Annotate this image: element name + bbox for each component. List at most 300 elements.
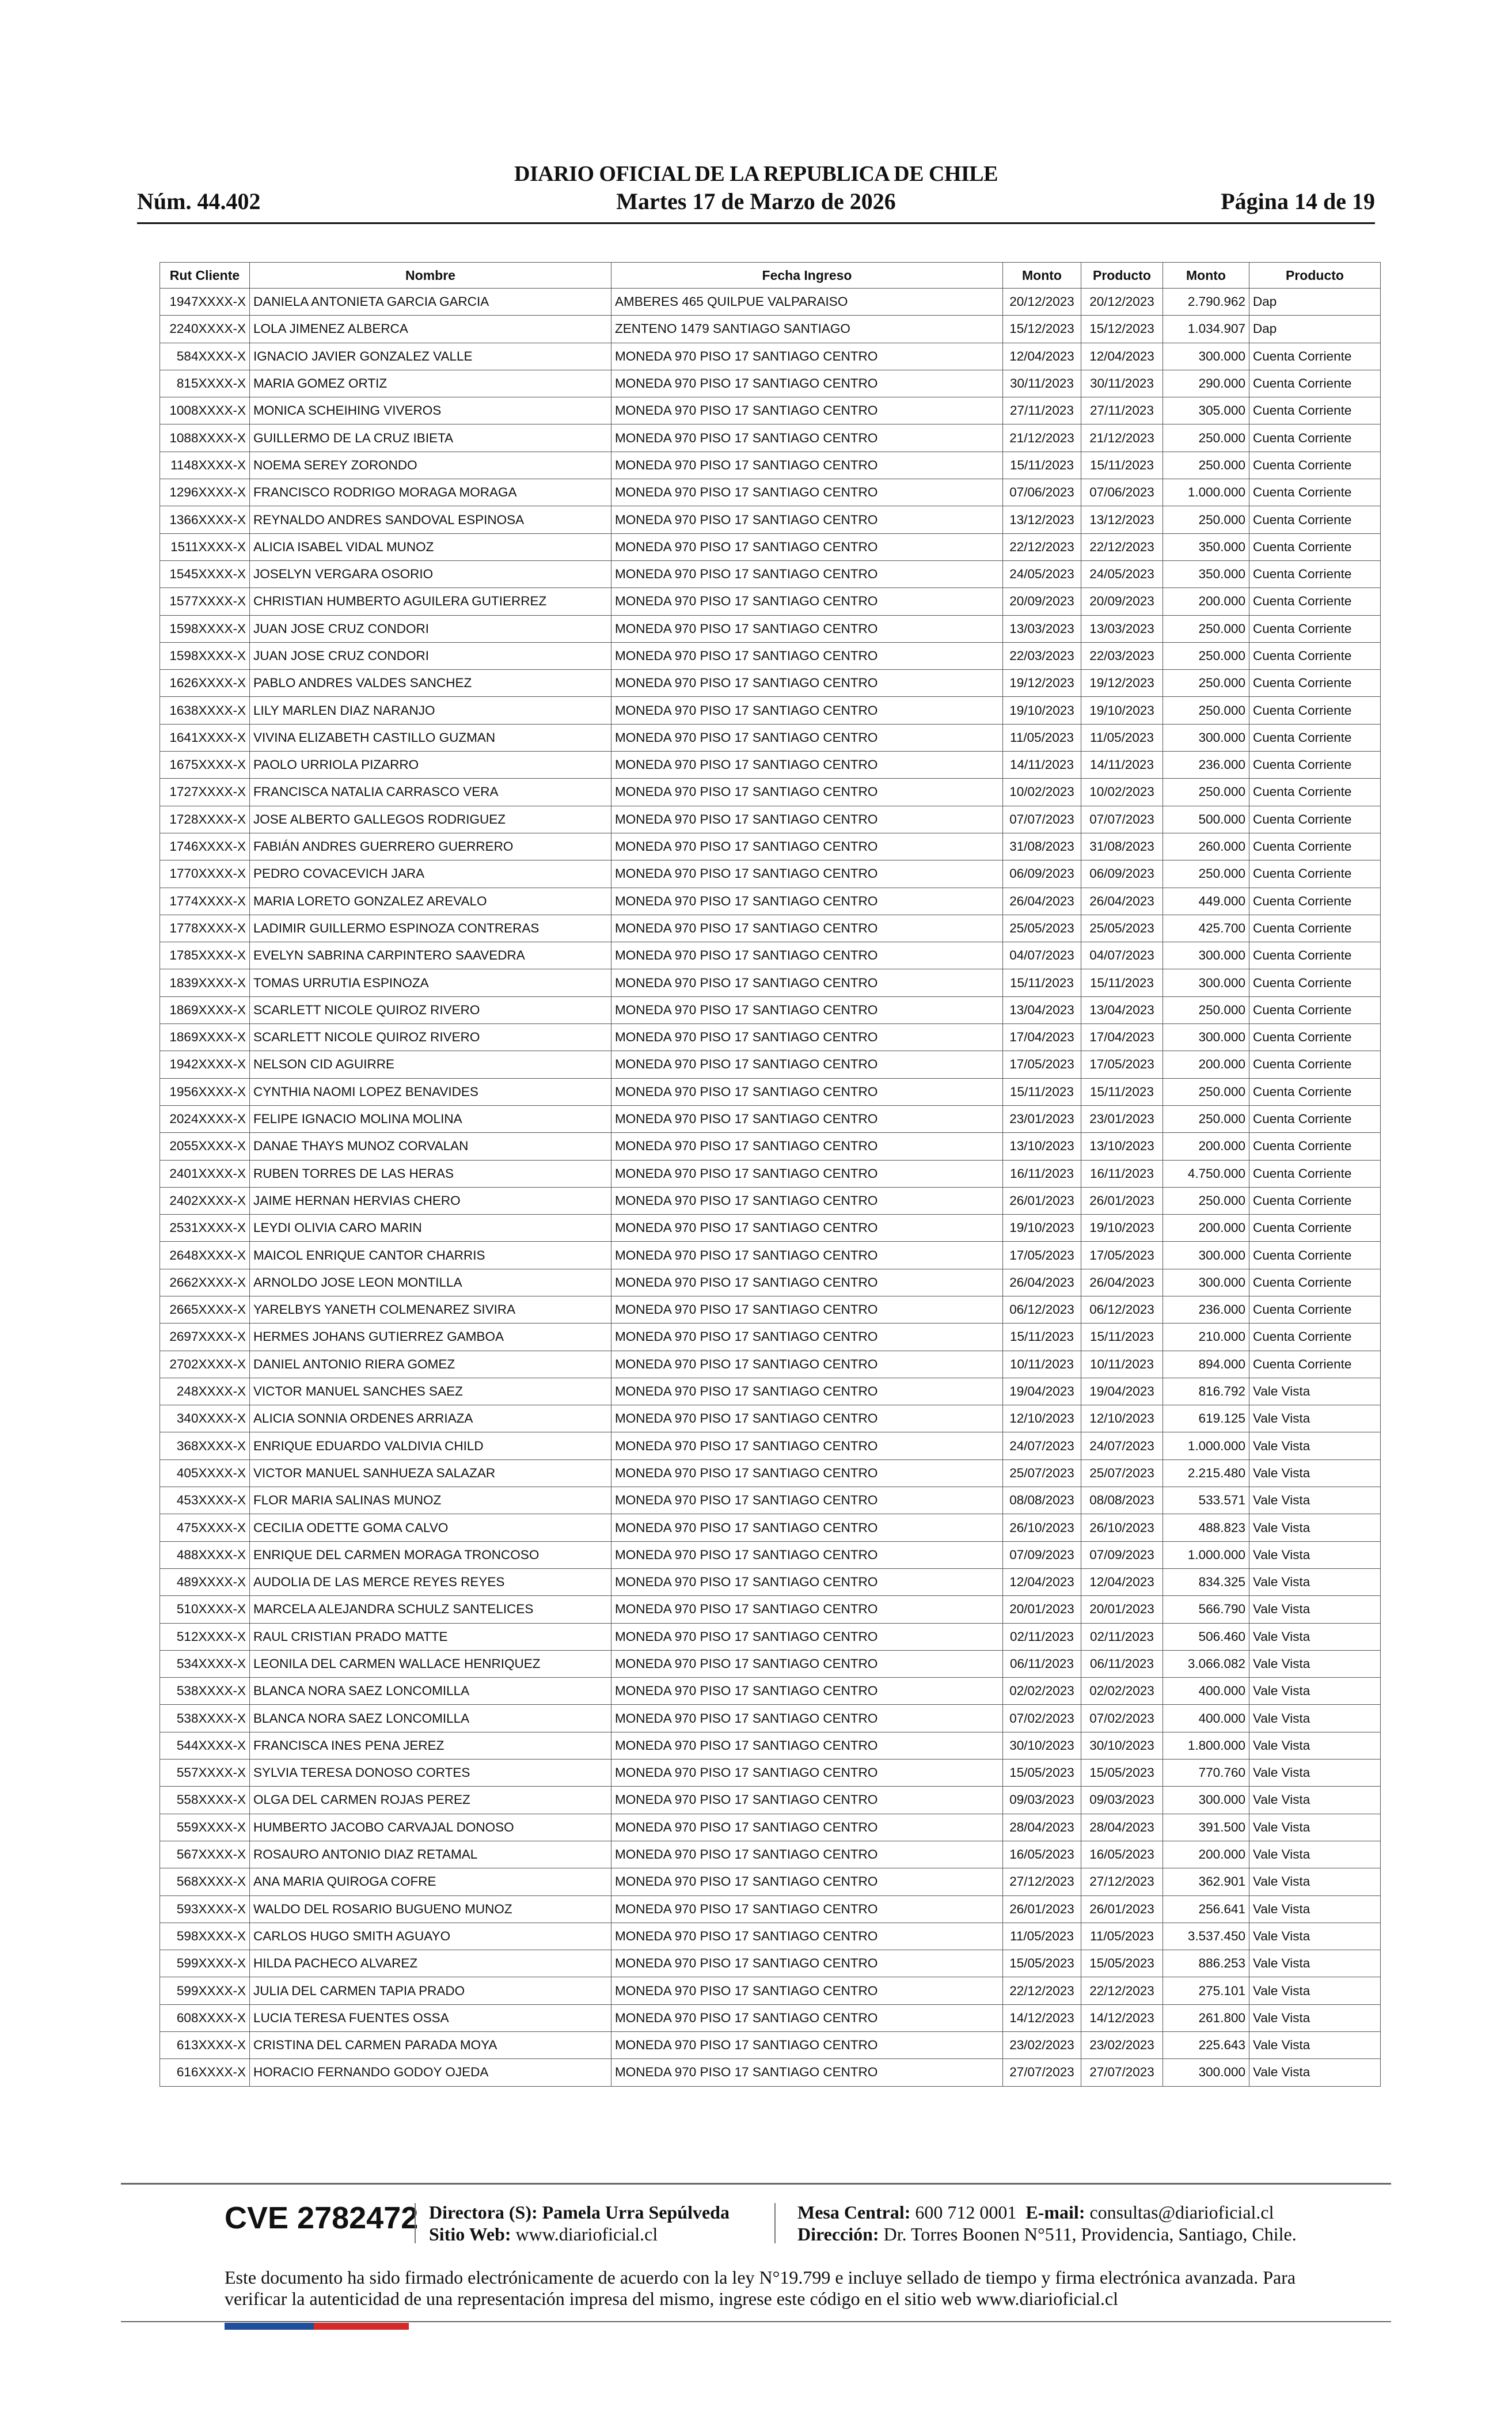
column-header: Rut Cliente	[160, 263, 250, 289]
date-cell: 16/11/2023	[1003, 1160, 1081, 1187]
product-cell: Cuenta Corriente	[1249, 452, 1381, 479]
product-cell: Cuenta Corriente	[1249, 479, 1381, 506]
name-cell: LADIMIR GUILLERMO ESPINOZA CONTRERAS	[250, 915, 611, 942]
address-cell: MONEDA 970 PISO 17 SANTIAGO CENTRO	[611, 615, 1003, 642]
address-cell: MONEDA 970 PISO 17 SANTIAGO CENTRO	[611, 1541, 1003, 1568]
address-cell: MONEDA 970 PISO 17 SANTIAGO CENTRO	[611, 833, 1003, 860]
table-row	[160, 1160, 1381, 1187]
product-cell: Cuenta Corriente	[1249, 996, 1381, 1023]
table-row	[160, 860, 1381, 888]
name-cell: SYLVIA TERESA DONOSO CORTES	[250, 1760, 611, 1787]
mesa-phone: 600 712 0001	[915, 2202, 1017, 2223]
flag-stripe-red	[314, 2323, 409, 2330]
date-cell: 26/04/2023	[1081, 1269, 1163, 1296]
table-row	[160, 1923, 1381, 1950]
table-row	[160, 1487, 1381, 1514]
amount-cell: 362.901	[1163, 1868, 1249, 1895]
product-cell: Cuenta Corriente	[1249, 942, 1381, 969]
address-cell: MONEDA 970 PISO 17 SANTIAGO CENTRO	[611, 1895, 1003, 1923]
date-cell: 24/05/2023	[1081, 560, 1163, 587]
product-cell: Cuenta Corriente	[1249, 615, 1381, 642]
name-cell: DANIELA ANTONIETA GARCIA GARCIA	[250, 289, 611, 316]
date-cell: 15/11/2023	[1081, 1078, 1163, 1105]
issue-date: Martes 17 de Marzo de 2026	[616, 188, 896, 214]
date-cell: 15/05/2023	[1003, 1950, 1081, 1977]
name-cell: JUAN JOSE CRUZ CONDORI	[250, 615, 611, 642]
name-cell: OLGA DEL CARMEN ROJAS PEREZ	[250, 1787, 611, 1814]
product-cell: Cuenta Corriente	[1249, 779, 1381, 806]
rut-cell: 1746XXXX-X	[160, 833, 250, 860]
amount-cell: 250.000	[1163, 642, 1249, 669]
amount-cell: 834.325	[1163, 1568, 1249, 1595]
name-cell: VICTOR MANUEL SANHUEZA SALAZAR	[250, 1459, 611, 1487]
name-cell: MARCELA ALEJANDRA SCHULZ SANTELICES	[250, 1596, 611, 1623]
date-cell: 02/02/2023	[1081, 1678, 1163, 1705]
table-row	[160, 424, 1381, 452]
amount-cell: 225.643	[1163, 2032, 1249, 2059]
rut-cell: 488XXXX-X	[160, 1541, 250, 1568]
column-header: Producto	[1081, 263, 1163, 289]
address-cell: MONEDA 970 PISO 17 SANTIAGO CENTRO	[611, 560, 1003, 587]
table-row	[160, 560, 1381, 587]
amount-cell: 533.571	[1163, 1487, 1249, 1514]
amount-cell: 1.000.000	[1163, 479, 1249, 506]
date-cell: 26/04/2023	[1081, 888, 1163, 915]
table-row	[160, 1623, 1381, 1650]
date-cell: 20/01/2023	[1003, 1596, 1081, 1623]
date-cell: 23/02/2023	[1081, 2032, 1163, 2059]
director-label: Directora (S):	[429, 2202, 538, 2223]
amount-cell: 200.000	[1163, 1215, 1249, 1242]
rut-cell: 1839XXXX-X	[160, 969, 250, 996]
date-cell: 10/02/2023	[1081, 779, 1163, 806]
name-cell: FELIPE IGNACIO MOLINA MOLINA	[250, 1105, 611, 1132]
table-row	[160, 1977, 1381, 2004]
product-cell: Vale Vista	[1249, 2059, 1381, 2086]
email-label: E-mail:	[1025, 2202, 1085, 2223]
date-cell: 11/05/2023	[1081, 724, 1163, 751]
footer-divider	[121, 2183, 1391, 2185]
address-cell: MONEDA 970 PISO 17 SANTIAGO CENTRO	[611, 1705, 1003, 1732]
table-row	[160, 1051, 1381, 1078]
rut-cell: 2240XXXX-X	[160, 316, 250, 343]
rut-cell: 2697XXXX-X	[160, 1324, 250, 1351]
date-cell: 13/12/2023	[1003, 506, 1081, 533]
date-cell: 15/12/2023	[1081, 316, 1163, 343]
amount-cell: 250.000	[1163, 1105, 1249, 1132]
date-cell: 27/07/2023	[1081, 2059, 1163, 2086]
product-cell: Vale Vista	[1249, 1541, 1381, 1568]
product-cell: Vale Vista	[1249, 1977, 1381, 2004]
amount-cell: 250.000	[1163, 779, 1249, 806]
table-row	[160, 1596, 1381, 1623]
rut-cell: 598XXXX-X	[160, 1923, 250, 1950]
table-row	[160, 1514, 1381, 1541]
date-cell: 19/10/2023	[1081, 697, 1163, 724]
rut-cell: 2531XXXX-X	[160, 1215, 250, 1242]
product-cell: Vale Vista	[1249, 1868, 1381, 1895]
name-cell: EVELYN SABRINA CARPINTERO SAAVEDRA	[250, 942, 611, 969]
name-cell: VIVINA ELIZABETH CASTILLO GUZMAN	[250, 724, 611, 751]
date-cell: 19/12/2023	[1081, 670, 1163, 697]
table-row	[160, 1760, 1381, 1787]
product-cell: Cuenta Corriente	[1249, 370, 1381, 397]
name-cell: CECILIA ODETTE GOMA CALVO	[250, 1514, 611, 1541]
address-cell: MONEDA 970 PISO 17 SANTIAGO CENTRO	[611, 1105, 1003, 1132]
name-cell: SCARLETT NICOLE QUIROZ RIVERO	[250, 996, 611, 1023]
product-cell: Cuenta Corriente	[1249, 1242, 1381, 1269]
date-cell: 12/10/2023	[1081, 1405, 1163, 1432]
date-cell: 07/09/2023	[1003, 1541, 1081, 1568]
amount-cell: 250.000	[1163, 452, 1249, 479]
product-cell: Vale Vista	[1249, 1459, 1381, 1487]
date-cell: 13/04/2023	[1003, 996, 1081, 1023]
table-row	[160, 479, 1381, 506]
amount-cell: 250.000	[1163, 996, 1249, 1023]
product-cell: Cuenta Corriente	[1249, 560, 1381, 587]
table-row	[160, 915, 1381, 942]
date-cell: 14/11/2023	[1081, 752, 1163, 779]
table-row	[160, 615, 1381, 642]
address-cell: MONEDA 970 PISO 17 SANTIAGO CENTRO	[611, 1487, 1003, 1514]
table-row	[160, 1678, 1381, 1705]
amount-cell: 449.000	[1163, 888, 1249, 915]
address-cell: MONEDA 970 PISO 17 SANTIAGO CENTRO	[611, 915, 1003, 942]
amount-cell: 300.000	[1163, 724, 1249, 751]
column-header: Nombre	[250, 263, 611, 289]
product-cell: Vale Vista	[1249, 1787, 1381, 1814]
product-cell: Cuenta Corriente	[1249, 969, 1381, 996]
product-cell: Vale Vista	[1249, 1487, 1381, 1514]
date-cell: 17/05/2023	[1003, 1051, 1081, 1078]
address-cell: MONEDA 970 PISO 17 SANTIAGO CENTRO	[611, 1787, 1003, 1814]
name-cell: BLANCA NORA SAEZ LONCOMILLA	[250, 1705, 611, 1732]
rut-cell: 453XXXX-X	[160, 1487, 250, 1514]
amount-cell: 2.215.480	[1163, 1459, 1249, 1487]
product-cell: Dap	[1249, 289, 1381, 316]
rut-cell: 567XXXX-X	[160, 1841, 250, 1868]
mesa-label: Mesa Central:	[797, 2202, 911, 2223]
date-cell: 31/08/2023	[1081, 833, 1163, 860]
rut-cell: 1947XXXX-X	[160, 289, 250, 316]
table-row	[160, 1133, 1381, 1160]
amount-cell: 770.760	[1163, 1760, 1249, 1787]
name-cell: NOEMA SEREY ZORONDO	[250, 452, 611, 479]
address-cell: MONEDA 970 PISO 17 SANTIAGO CENTRO	[611, 479, 1003, 506]
rut-cell: 2024XXXX-X	[160, 1105, 250, 1132]
date-cell: 12/04/2023	[1003, 343, 1081, 370]
table-row	[160, 2032, 1381, 2059]
amount-cell: 250.000	[1163, 1187, 1249, 1214]
amount-cell: 250.000	[1163, 860, 1249, 888]
amount-cell: 886.253	[1163, 1950, 1249, 1977]
table-row	[160, 969, 1381, 996]
date-cell: 26/01/2023	[1081, 1187, 1163, 1214]
name-cell: NELSON CID AGUIRRE	[250, 1051, 611, 1078]
date-cell: 15/11/2023	[1003, 1078, 1081, 1105]
amount-cell: 391.500	[1163, 1814, 1249, 1841]
date-cell: 11/05/2023	[1003, 724, 1081, 751]
rut-cell: 538XXXX-X	[160, 1678, 250, 1705]
rut-cell: 1869XXXX-X	[160, 996, 250, 1023]
table-row	[160, 1459, 1381, 1487]
date-cell: 10/02/2023	[1003, 779, 1081, 806]
table-row	[160, 1324, 1381, 1351]
rut-cell: 1641XXXX-X	[160, 724, 250, 751]
address-cell: MONEDA 970 PISO 17 SANTIAGO CENTRO	[611, 2032, 1003, 2059]
rut-cell: 559XXXX-X	[160, 1814, 250, 1841]
date-cell: 30/11/2023	[1081, 370, 1163, 397]
table-row	[160, 724, 1381, 751]
date-cell: 04/07/2023	[1081, 942, 1163, 969]
date-cell: 20/09/2023	[1003, 588, 1081, 615]
product-cell: Cuenta Corriente	[1249, 860, 1381, 888]
address-cell: MONEDA 970 PISO 17 SANTIAGO CENTRO	[611, 370, 1003, 397]
rut-cell: 2648XXXX-X	[160, 1242, 250, 1269]
address-cell: MONEDA 970 PISO 17 SANTIAGO CENTRO	[611, 1160, 1003, 1187]
rut-cell: 1598XXXX-X	[160, 642, 250, 669]
name-cell: YARELBYS YANETH COLMENAREZ SIVIRA	[250, 1296, 611, 1323]
rut-cell: 2665XXXX-X	[160, 1296, 250, 1323]
table-row	[160, 1895, 1381, 1923]
product-cell: Cuenta Corriente	[1249, 697, 1381, 724]
date-cell: 16/11/2023	[1081, 1160, 1163, 1187]
amount-cell: 400.000	[1163, 1678, 1249, 1705]
rut-cell: 1638XXXX-X	[160, 697, 250, 724]
date-cell: 22/03/2023	[1003, 642, 1081, 669]
page-indicator: Página 14 de 19	[1221, 188, 1375, 214]
address-cell: MONEDA 970 PISO 17 SANTIAGO CENTRO	[611, 1923, 1003, 1950]
date-cell: 27/11/2023	[1003, 397, 1081, 424]
column-header: Fecha Ingreso	[611, 263, 1003, 289]
product-cell: Cuenta Corriente	[1249, 1105, 1381, 1132]
email-link[interactable]: consultas@diarioficial.cl	[1089, 2202, 1274, 2223]
table-row	[160, 2059, 1381, 2086]
product-cell: Cuenta Corriente	[1249, 533, 1381, 560]
rut-cell: 1148XXXX-X	[160, 452, 250, 479]
rut-cell: 1511XXXX-X	[160, 533, 250, 560]
rut-cell: 2702XXXX-X	[160, 1351, 250, 1378]
rut-cell: 248XXXX-X	[160, 1378, 250, 1405]
product-cell: Cuenta Corriente	[1249, 1351, 1381, 1378]
address-cell: MONEDA 970 PISO 17 SANTIAGO CENTRO	[611, 1950, 1003, 1977]
date-cell: 07/02/2023	[1081, 1705, 1163, 1732]
name-cell: HUMBERTO JACOBO CARVAJAL DONOSO	[250, 1814, 611, 1841]
date-cell: 12/04/2023	[1081, 343, 1163, 370]
rut-cell: 558XXXX-X	[160, 1787, 250, 1814]
address-cell: MONEDA 970 PISO 17 SANTIAGO CENTRO	[611, 1977, 1003, 2004]
date-cell: 17/04/2023	[1081, 1024, 1163, 1051]
website-link[interactable]: www.diarioficial.cl	[515, 2224, 658, 2244]
amount-cell: 236.000	[1163, 752, 1249, 779]
date-cell: 13/10/2023	[1003, 1133, 1081, 1160]
records-table	[159, 262, 1381, 2087]
table-row	[160, 1269, 1381, 1296]
rut-cell: 1366XXXX-X	[160, 506, 250, 533]
date-cell: 02/11/2023	[1003, 1623, 1081, 1650]
date-cell: 07/02/2023	[1003, 1705, 1081, 1732]
amount-cell: 400.000	[1163, 1705, 1249, 1732]
address-cell: MONEDA 970 PISO 17 SANTIAGO CENTRO	[611, 452, 1003, 479]
date-cell: 13/03/2023	[1081, 615, 1163, 642]
table-row	[160, 1296, 1381, 1323]
address-cell: MONEDA 970 PISO 17 SANTIAGO CENTRO	[611, 588, 1003, 615]
product-cell: Cuenta Corriente	[1249, 1078, 1381, 1105]
date-cell: 13/03/2023	[1003, 615, 1081, 642]
table-row	[160, 316, 1381, 343]
table-row	[160, 1078, 1381, 1105]
table-row	[160, 343, 1381, 370]
date-cell: 28/04/2023	[1081, 1814, 1163, 1841]
rut-cell: 405XXXX-X	[160, 1459, 250, 1487]
date-cell: 15/05/2023	[1081, 1760, 1163, 1787]
address-cell: AMBERES 465 QUILPUE VALPARAISO	[611, 289, 1003, 316]
name-cell: HILDA PACHECO ALVAREZ	[250, 1950, 611, 1977]
amount-cell: 300.000	[1163, 1787, 1249, 1814]
name-cell: GUILLERMO DE LA CRUZ IBIETA	[250, 424, 611, 452]
amount-cell: 1.000.000	[1163, 1432, 1249, 1459]
rut-cell: 538XXXX-X	[160, 1705, 250, 1732]
rut-cell: 1008XXXX-X	[160, 397, 250, 424]
date-cell: 30/10/2023	[1081, 1732, 1163, 1759]
date-cell: 10/11/2023	[1003, 1351, 1081, 1378]
address-cell: MONEDA 970 PISO 17 SANTIAGO CENTRO	[611, 1732, 1003, 1759]
rut-cell: 534XXXX-X	[160, 1650, 250, 1677]
amount-cell: 300.000	[1163, 1269, 1249, 1296]
table-row	[160, 833, 1381, 860]
product-cell: Vale Vista	[1249, 1514, 1381, 1541]
address-cell: MONEDA 970 PISO 17 SANTIAGO CENTRO	[611, 397, 1003, 424]
name-cell: CYNTHIA NAOMI LOPEZ BENAVIDES	[250, 1078, 611, 1105]
flag-stripe-blue	[225, 2323, 314, 2330]
name-cell: LEONILA DEL CARMEN WALLACE HENRIQUEZ	[250, 1650, 611, 1677]
table-row	[160, 1215, 1381, 1242]
date-cell: 17/04/2023	[1003, 1024, 1081, 1051]
rut-cell: 1296XXXX-X	[160, 479, 250, 506]
product-cell: Cuenta Corriente	[1249, 397, 1381, 424]
date-cell: 11/05/2023	[1081, 1923, 1163, 1950]
date-cell: 13/04/2023	[1081, 996, 1163, 1023]
header-divider	[137, 222, 1375, 224]
date-cell: 15/12/2023	[1003, 316, 1081, 343]
table-row	[160, 670, 1381, 697]
footer-separator	[415, 2203, 416, 2243]
rut-cell: 2401XXXX-X	[160, 1160, 250, 1187]
amount-cell: 816.792	[1163, 1378, 1249, 1405]
name-cell: ARNOLDO JOSE LEON MONTILLA	[250, 1269, 611, 1296]
product-cell: Vale Vista	[1249, 1405, 1381, 1432]
name-cell: PAOLO URRIOLA PIZARRO	[250, 752, 611, 779]
date-cell: 16/05/2023	[1003, 1841, 1081, 1868]
address-cell: MONEDA 970 PISO 17 SANTIAGO CENTRO	[611, 1596, 1003, 1623]
table-row	[160, 506, 1381, 533]
date-cell: 25/07/2023	[1003, 1459, 1081, 1487]
name-cell: ANA MARIA QUIROGA COFRE	[250, 1868, 611, 1895]
date-cell: 13/12/2023	[1081, 506, 1163, 533]
date-cell: 15/11/2023	[1081, 452, 1163, 479]
footer-separator	[774, 2203, 776, 2243]
product-cell: Vale Vista	[1249, 1895, 1381, 1923]
rut-cell: 2402XXXX-X	[160, 1187, 250, 1214]
address-cell: MONEDA 970 PISO 17 SANTIAGO CENTRO	[611, 1242, 1003, 1269]
product-cell: Cuenta Corriente	[1249, 670, 1381, 697]
product-cell: Cuenta Corriente	[1249, 752, 1381, 779]
address-cell: MONEDA 970 PISO 17 SANTIAGO CENTRO	[611, 1296, 1003, 1323]
amount-cell: 305.000	[1163, 397, 1249, 424]
rut-cell: 1088XXXX-X	[160, 424, 250, 452]
address-cell: MONEDA 970 PISO 17 SANTIAGO CENTRO	[611, 1133, 1003, 1160]
address-cell: MONEDA 970 PISO 17 SANTIAGO CENTRO	[611, 888, 1003, 915]
amount-cell: 350.000	[1163, 560, 1249, 587]
date-cell: 09/03/2023	[1003, 1787, 1081, 1814]
date-cell: 11/05/2023	[1003, 1923, 1081, 1950]
address-cell: MONEDA 970 PISO 17 SANTIAGO CENTRO	[611, 533, 1003, 560]
rut-cell: 475XXXX-X	[160, 1514, 250, 1541]
table-row	[160, 1650, 1381, 1677]
date-cell: 23/01/2023	[1081, 1105, 1163, 1132]
rut-cell: 1598XXXX-X	[160, 615, 250, 642]
table-row	[160, 806, 1381, 833]
name-cell: MARIA GOMEZ ORTIZ	[250, 370, 611, 397]
product-cell: Vale Vista	[1249, 2004, 1381, 2031]
rut-cell: 1869XXXX-X	[160, 1024, 250, 1051]
date-cell: 26/01/2023	[1081, 1895, 1163, 1923]
date-cell: 20/12/2023	[1003, 289, 1081, 316]
date-cell: 30/11/2023	[1003, 370, 1081, 397]
amount-cell: 2.790.962	[1163, 289, 1249, 316]
date-cell: 19/10/2023	[1081, 1215, 1163, 1242]
product-cell: Cuenta Corriente	[1249, 1215, 1381, 1242]
name-cell: LEYDI OLIVIA CARO MARIN	[250, 1215, 611, 1242]
product-cell: Vale Vista	[1249, 1678, 1381, 1705]
name-cell: WALDO DEL ROSARIO BUGUENO MUNOZ	[250, 1895, 611, 1923]
amount-cell: 619.125	[1163, 1405, 1249, 1432]
rut-cell: 510XXXX-X	[160, 1596, 250, 1623]
table-row	[160, 996, 1381, 1023]
name-cell: HERMES JOHANS GUTIERREZ GAMBOA	[250, 1324, 611, 1351]
date-cell: 21/12/2023	[1003, 424, 1081, 452]
date-cell: 24/05/2023	[1003, 560, 1081, 587]
name-cell: JUAN JOSE CRUZ CONDORI	[250, 642, 611, 669]
date-cell: 12/04/2023	[1003, 1568, 1081, 1595]
product-cell: Cuenta Corriente	[1249, 806, 1381, 833]
amount-cell: 250.000	[1163, 615, 1249, 642]
product-cell: Vale Vista	[1249, 2032, 1381, 2059]
address-label: Dirección:	[797, 2224, 879, 2244]
amount-cell: 300.000	[1163, 1024, 1249, 1051]
date-cell: 26/10/2023	[1081, 1514, 1163, 1541]
amount-cell: 3.537.450	[1163, 1923, 1249, 1950]
amount-cell: 488.823	[1163, 1514, 1249, 1541]
amount-cell: 260.000	[1163, 833, 1249, 860]
table-body	[160, 289, 1381, 2087]
date-cell: 15/05/2023	[1003, 1760, 1081, 1787]
rut-cell: 340XXXX-X	[160, 1405, 250, 1432]
rut-cell: 1728XXXX-X	[160, 806, 250, 833]
name-cell: HORACIO FERNANDO GODOY OJEDA	[250, 2059, 611, 2086]
table-row	[160, 1541, 1381, 1568]
table-header-row	[160, 263, 1381, 289]
address-cell: MONEDA 970 PISO 17 SANTIAGO CENTRO	[611, 506, 1003, 533]
rut-cell: 1577XXXX-X	[160, 588, 250, 615]
legal-notice: Este documento ha sido firmado electrónicamente de acuerdo con la ley N°19.799 e incluye sellado de tiempo y firma electrónica avanzada. Para verificar la autenticidad de una representación impresa del mismo, ingrese este código en el sitio web www.diarioficial.cl	[225, 2267, 1296, 2309]
product-cell: Cuenta Corriente	[1249, 915, 1381, 942]
table-row	[160, 642, 1381, 669]
date-cell: 25/07/2023	[1081, 1459, 1163, 1487]
date-cell: 14/11/2023	[1003, 752, 1081, 779]
director-block	[429, 2201, 730, 2245]
amount-cell: 200.000	[1163, 1133, 1249, 1160]
